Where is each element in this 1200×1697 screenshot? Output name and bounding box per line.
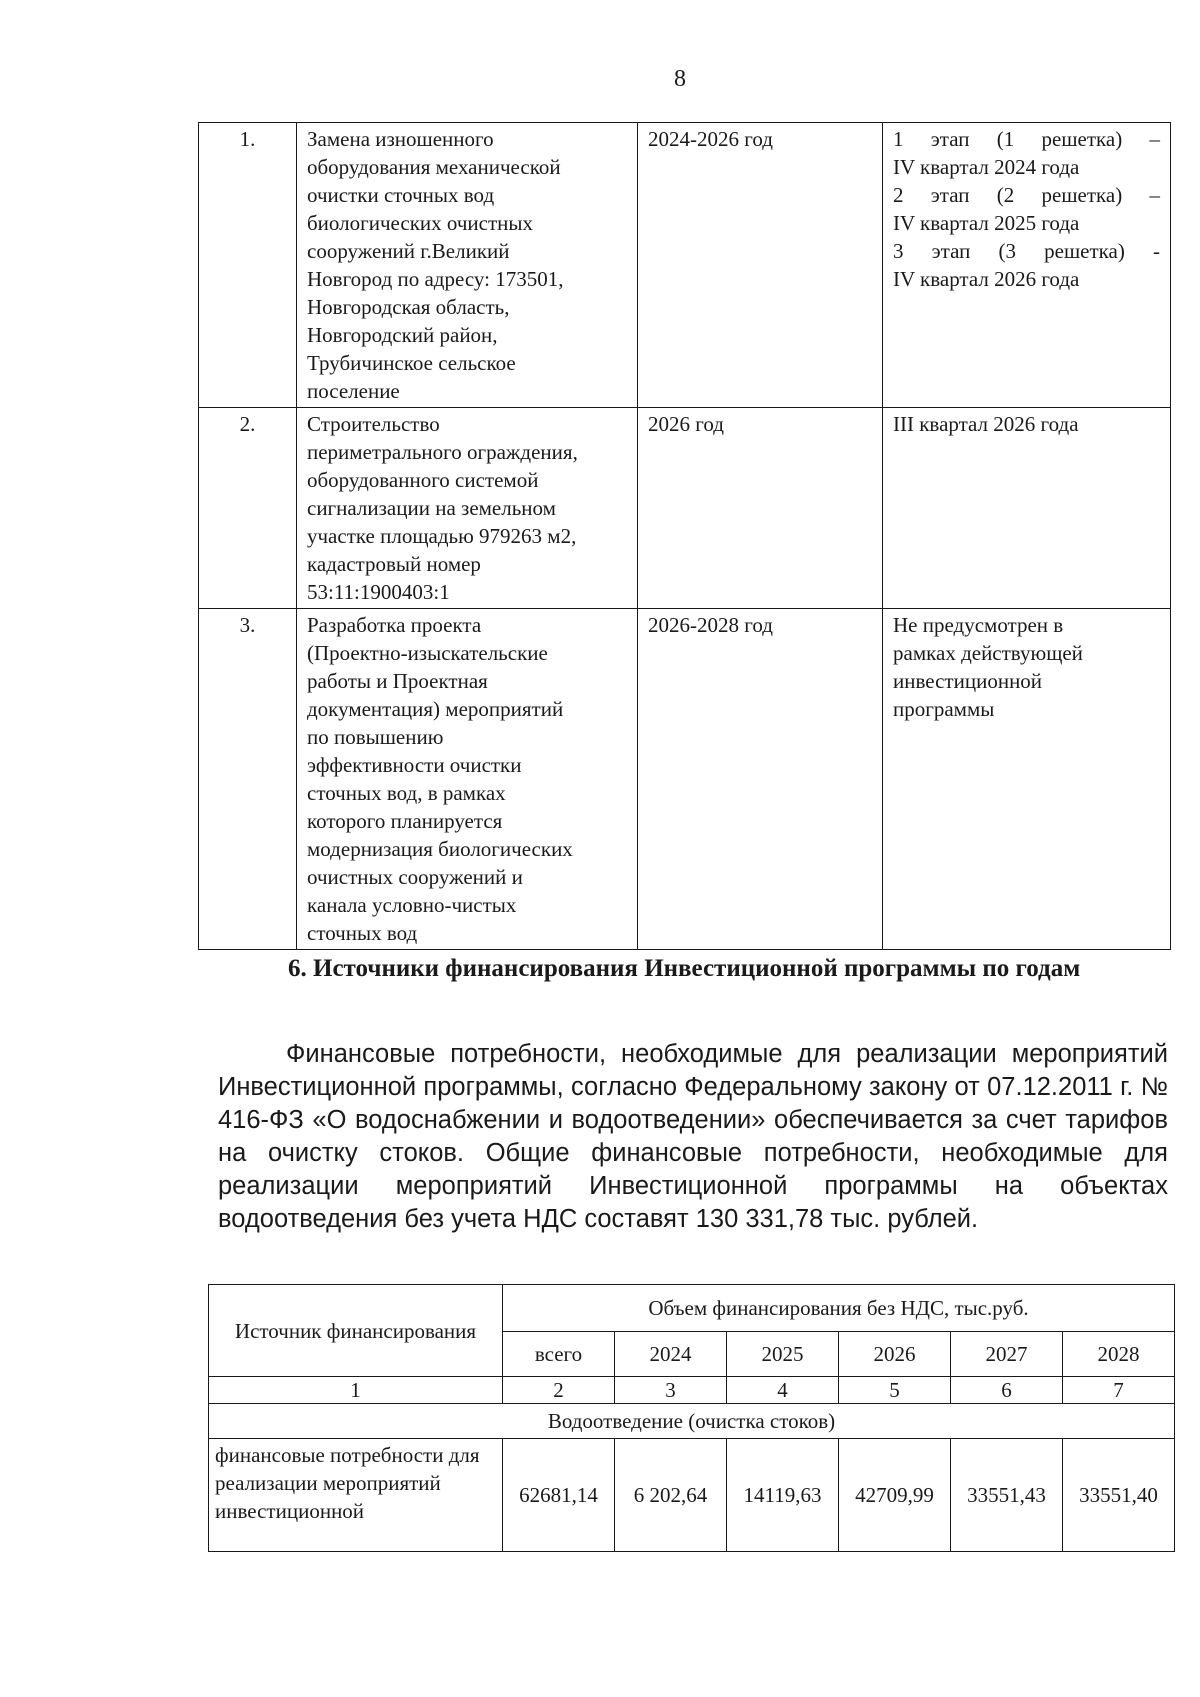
finance-header-row — [209, 1285, 1175, 1332]
measure-result-line: 3 этап (3 решетка) - — [893, 239, 1160, 263]
measure-name-line: сточных вод — [307, 921, 418, 945]
measure-name-line: Трубичинское сельское — [307, 351, 516, 375]
measure-row — [199, 123, 1171, 408]
section-paragraph: Финансовые потребности, необходимые для реализации мероприятий Инвестиционной программы, согласно Федеральному закону от 07.12.2011 г. № 416-ФЗ «О водоснабжении и водоотведении» обеспечивается за счет тарифов на очистку стоков. Общие финансовые потребности, необходимые для реализации мероприятий Инвестиционной программы на объектах водоотведения без учета НДС составят 130 331,78 тыс. рублей. — [218, 1040, 1168, 1233]
finance-volume-header: Объем финансирования без НДС, тыс.руб. — [503, 1285, 1175, 1332]
measure-result-line: инвестиционной — [893, 669, 1043, 693]
measure-name-line: Новгородский район, — [307, 323, 498, 347]
finance-value-cell: 6 202,64 — [615, 1439, 727, 1552]
measure-name-line: оборудования механической — [307, 155, 561, 179]
measure-number: 1. — [199, 123, 297, 408]
measure-name-line: Новгород по адресу: 173501, — [307, 267, 564, 291]
finance-col-header: 2028 — [1063, 1332, 1175, 1377]
measure-name-line: Замена изношенного — [307, 127, 494, 151]
measure-name-line: (Проектно-изыскательские — [307, 641, 548, 665]
finance-value-cell: 62681,14 — [503, 1439, 615, 1552]
finance-table — [208, 1284, 1175, 1552]
measure-period: 2026 год — [638, 408, 883, 609]
measure-name-line: очистных сооружений и — [307, 865, 523, 889]
measure-name-line: эффективности очистки — [307, 753, 522, 777]
section-heading: 6. Источники финансирования Инвестиционной программы по годам — [288, 955, 1081, 982]
measures-table-body — [199, 123, 1171, 950]
measure-name — [297, 609, 638, 950]
measure-name-line: сточных вод, в рамках — [307, 781, 506, 805]
measure-name — [297, 123, 638, 408]
measure-name-line: 53:11:1900403:1 — [307, 580, 450, 604]
measure-name-line: биологических очистных — [307, 211, 533, 235]
measure-name-line: которого планируется — [307, 809, 503, 833]
measure-name-line: Строительство — [307, 412, 440, 436]
measure-result-line: IV квартал 2025 года — [893, 211, 1080, 235]
finance-col-header: 2024 — [615, 1332, 727, 1377]
measure-name-line: модернизация биологических — [307, 837, 573, 861]
finance-col-header: 2027 — [951, 1332, 1063, 1377]
measure-name-line: сооружений г.Великий — [307, 239, 510, 263]
measure-row — [199, 609, 1171, 950]
finance-col-header: 2025 — [727, 1332, 839, 1377]
finance-col-header: всего — [503, 1332, 615, 1377]
page-number: 8 — [674, 66, 686, 92]
finance-col-index: 5 — [839, 1377, 951, 1404]
finance-value-cell: 14119,63 — [727, 1439, 839, 1552]
measure-period: 2024-2026 год — [638, 123, 883, 408]
measure-name-line: канала условно-чистых — [307, 893, 517, 917]
finance-col-index: 4 — [727, 1377, 839, 1404]
measure-row — [199, 408, 1171, 609]
measure-name-line: кадастровый номер — [307, 552, 481, 576]
measure-period: 2026-2028 год — [638, 609, 883, 950]
finance-section-label: Водоотведение (очистка стоков) — [209, 1404, 1175, 1439]
finance-value-cell: 33551,40 — [1063, 1439, 1175, 1552]
finance-source-header: Источник финансирования — [209, 1285, 503, 1377]
finance-col-header: 2026 — [839, 1332, 951, 1377]
measure-name-line: периметрального ограждения, — [307, 440, 578, 464]
finance-section-row — [209, 1404, 1175, 1439]
measure-name-line: оборудованного системой — [307, 468, 539, 492]
measure-number: 3. — [199, 609, 297, 950]
finance-col-index: 6 — [951, 1377, 1063, 1404]
finance-value-cell: 42709,99 — [839, 1439, 951, 1552]
finance-col-index: 3 — [615, 1377, 727, 1404]
measure-result-line: рамках действующей — [893, 641, 1083, 665]
measure-name-line: документация) мероприятий — [307, 697, 564, 721]
finance-data-row — [209, 1439, 1175, 1552]
finance-index-row — [209, 1377, 1175, 1404]
measure-result — [883, 609, 1171, 950]
measures-table — [198, 122, 1171, 950]
measure-name-line: очистки сточных вод — [307, 183, 495, 207]
finance-col-index: 1 — [209, 1377, 503, 1404]
measure-name-line: Новгородская область, — [307, 295, 510, 319]
finance-row-label: финансовые потребности для реализации мероприятий инвестиционной — [209, 1439, 503, 1552]
measure-number: 2. — [199, 408, 297, 609]
measure-result-line: IV квартал 2024 года — [893, 155, 1080, 179]
measure-result-line: 1 этап (1 решетка) – — [893, 127, 1160, 151]
measure-result-line: Не предусмотрен в — [893, 613, 1064, 637]
finance-value-cell: 33551,43 — [951, 1439, 1063, 1552]
measure-name-line: поселение — [307, 379, 400, 403]
measure-result — [883, 408, 1171, 609]
finance-col-index: 7 — [1063, 1377, 1175, 1404]
measure-name-line: участке площадью 979263 м2, — [307, 524, 577, 548]
measure-name-line: работы и Проектная — [307, 669, 488, 693]
measure-name-line: по повышению — [307, 725, 444, 749]
finance-col-index: 2 — [503, 1377, 615, 1404]
measure-result-line: III квартал 2026 года — [893, 412, 1079, 436]
measure-name-line: Разработка проекта — [307, 613, 482, 637]
measure-result — [883, 123, 1171, 408]
measure-result-line: программы — [893, 697, 995, 721]
measure-name — [297, 408, 638, 609]
measure-result-line: 2 этап (2 решетка) – — [893, 183, 1160, 207]
measure-name-line: сигнализации на земельном — [307, 496, 556, 520]
measure-result-line: IV квартал 2026 года — [893, 267, 1080, 291]
